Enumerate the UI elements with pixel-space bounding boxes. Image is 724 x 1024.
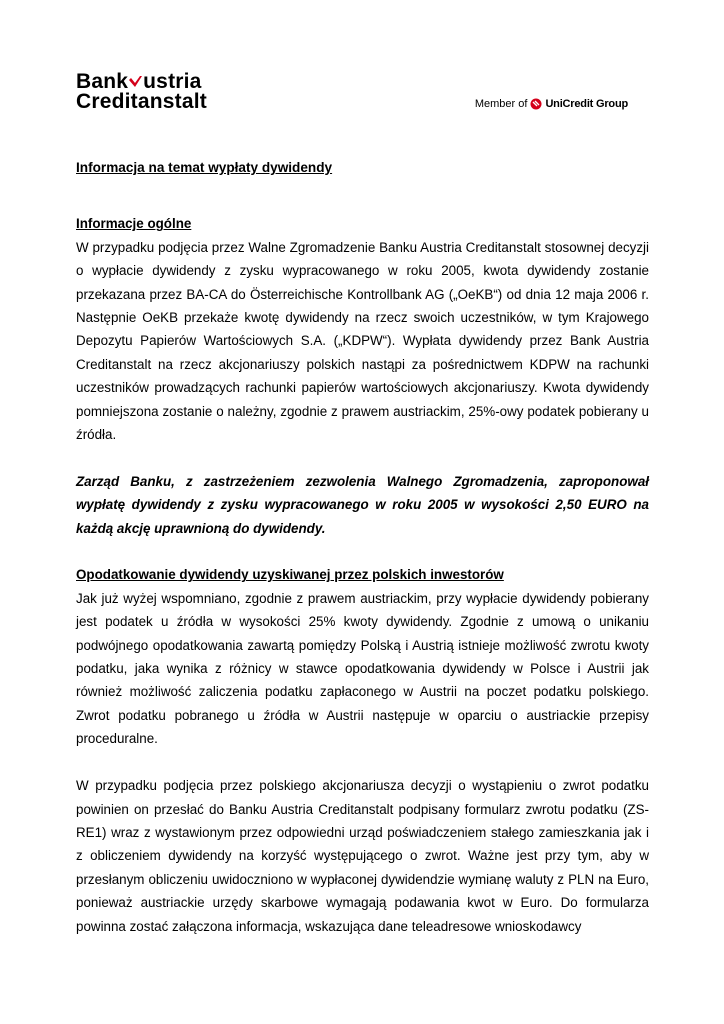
member-of-label: Member of <box>474 98 528 110</box>
bank-austria-swoosh-icon <box>128 75 143 89</box>
document-title: Informacja na temat wypłaty dywidendy <box>76 160 333 175</box>
section-general-text: W przypadku podjęcia przez Walne Zgromadzenie Banku Austria Creditanstalt stosownej decyzji o wypłacie dywidendy z zysku wypracowanego w roku 2005, kwota dywidendy zostanie przekazana przez BA-CA do Österreichische Kontrollbank AG („OeKB“) od dnia 12 maja 2006 r. Następnie OeKB przekaże kwotę dywidendy na rzecz swoich uczestników, w tym Krajowego Depozytu Papierów Wartościowych S.A. („KDPW“). Wypłata dywidendy przez Bank Austria Creditanstalt na rzecz akcjonariuszy polskich nastąpi za pośrednictwem KDPW na rachunki uczestników prowadzących rachunki papierów wartościowych akcjonariuszy. Kwota dywidendy pomniejszona zostanie o należny, zgodnie z prawem austriackim, 25%-owy podatek pobierany u źródła. <box>76 239 649 443</box>
logo-line-1 <box>76 72 207 92</box>
member-of-unicredit <box>475 98 628 110</box>
logo-line-2: Creditanstalt <box>76 90 207 113</box>
dividend-proposal-text: Zarząd Banku, z zastrzeżeniem zezwolenia Walnego Zgromadzenia, zaproponował wypłatę dywidendy z zysku wypracowanego w roku 2005 w wysokości 2,50 EURO na każdą akcję uprawnioną do dywidendy. <box>76 473 649 536</box>
logo-word-bank: Bank <box>76 70 129 93</box>
logo-word-austria: ustria <box>143 70 202 93</box>
document-body <box>76 156 649 938</box>
unicredit-group-name: UniCredit Group <box>545 98 628 110</box>
section-heading-general: Informacje ogólne <box>76 216 192 232</box>
bank-austria-logo <box>76 72 207 112</box>
section-taxation-text: Jak już wyżej wspomniano, zgodnie z prawem austriackim, przy wypłacie dywidendy pobierany jest podatek u źródła w wysokości 25% kwoty dywidendy. Zgodnie z umową o unikaniu podwójnego opodatkowania zawartą pomiędzy Polską i Austrią istnieje możliwość zwrotu kwoty podatku, jaka wynika z różnicy w stawce opodatkowania dywidendy w Polsce i Austrii jak również możliwość zaliczenia podatku zapłaconego w Austrii na poczet podatku polskiego. Zwrot podatku pobranego u źródła w Austrii następuje w oparciu o austriackie przepisy proceduralne. <box>76 590 649 747</box>
unicredit-logo-icon <box>530 98 542 110</box>
section-heading-taxation: Opodatkowanie dywidendy uzyskiwanej przez polskich inwestorów <box>76 567 504 583</box>
section-refund-text: W przypadku podjęcia przez polskiego akcjonariusza decyzji o wystąpieniu o zwrot podatku powinien on przesłać do Banku Austria Creditanstalt podpisany formularz zwrotu podatku (ZS-RE1) wraz z wystawionym przez odpowiedni urząd poświadczeniem stałego zamieszkania jak i z obliczeniem dywidendy na korzyść występującego o zwrot. Ważne jest przy tym, aby w przesłanym obliczeniu uwidoczniono w wypłaconej dywidendzie wymianę waluty z PLN na Euro, ponieważ austriackie urzędy skarbowe wymagają podawania kwot w Euro. Do formularza powinna zostać załączona informacja, wskazująca dane teleadresowe wnioskodawcy <box>76 778 649 934</box>
